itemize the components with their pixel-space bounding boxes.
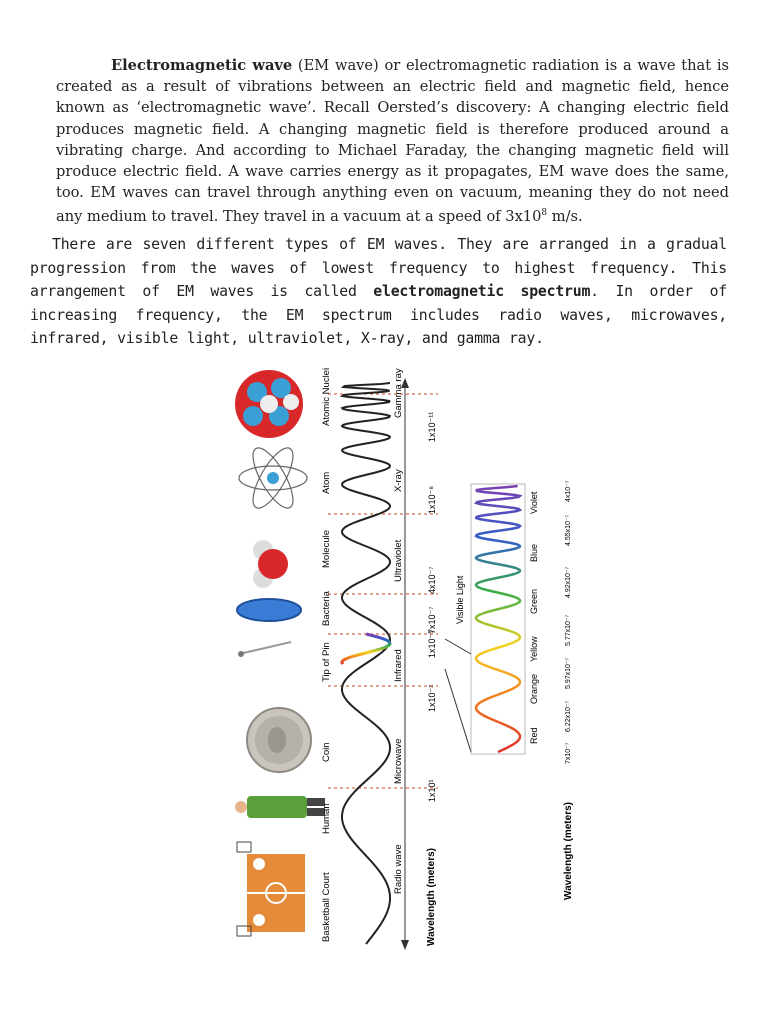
spectrum-text-after: . In order of increasing frequency, the EM spectrum includes radio waves, microwaves, infrared, visible light, ultraviolet, X-ray, and gamma ray.	[30, 283, 727, 348]
wave-type-labels	[393, 368, 404, 894]
visible-tick: 4.92x10⁻⁷	[565, 566, 572, 598]
wavelength-tick-labels	[427, 412, 437, 802]
spectrum-text-before: There are seven different types of EM waves. They are arranged in a gradual progression from the waves of lowest frequency to highest frequency. This arrangement of EM waves is called	[30, 236, 727, 301]
visible-spectrum-wave	[476, 486, 520, 752]
scale-object-label: Atomic Nuclei	[321, 367, 332, 426]
visible-tick: 4x10⁻⁷	[565, 480, 572, 502]
wave-type-label: Radio wave	[393, 844, 404, 894]
visible-color-label: Green	[529, 588, 539, 614]
coin-icon	[247, 708, 311, 772]
speed-unit: m/s.	[547, 208, 583, 226]
scale-object-labels	[321, 368, 332, 942]
scale-object-label: Basketball Court	[321, 872, 332, 942]
wavelength-axis-label: Wavelength (meters)	[426, 848, 437, 946]
wavelength-tick: 1x10¹	[427, 779, 437, 802]
speed-exponent: 8	[541, 208, 548, 219]
scale-object-label: Atom	[321, 471, 332, 494]
em-spectrum-figure	[233, 364, 595, 956]
wave-type-label: Microwave	[393, 738, 404, 784]
intro-text: (EM wave) or electromagnetic radiation is a wave that is created as a result of vibrations between an electric field and magnetic field, hence known as ‘electromagnetic wave’. Recall Oersted’s discovery: A changing electric field produces magnetic field. A changing magnetic field is therefore produced around a vibrating charge. And according to Michael Faraday, the changing magnetic field will produce electric field. A wave carries energy as it propagates, EM wave does the same, too. EM waves can travel through anything even on vacuum, meaning they do not need any medium to travel. They travel in a vacuum at a speed of 3x10	[56, 57, 729, 226]
visible-axis-label: Wavelength (meters)	[563, 802, 574, 900]
scale-object-label: Human	[321, 803, 332, 834]
wave-type-label: X-ray	[393, 469, 404, 492]
wave-type-label: Gamma ray	[393, 368, 404, 418]
scale-object-label: Bacteria	[321, 591, 332, 626]
visible-color-labels	[529, 491, 539, 744]
visible-color-label: Orange	[529, 673, 539, 704]
visible-tick: 7x10⁻⁷	[565, 742, 572, 764]
spectrum-paragraph	[30, 233, 727, 351]
visible-tick: 6.22x10⁻⁷	[565, 700, 572, 732]
wavelength-tick: 1x10⁻⁸	[427, 485, 437, 514]
atomic-nuclei-icon	[235, 370, 303, 438]
visible-color-label: Red	[529, 727, 539, 744]
visible-color-label: Violet	[529, 491, 539, 514]
wavelength-tick: 1x10⁻¹¹	[427, 411, 437, 442]
visible-color-label: Yellow	[529, 636, 539, 662]
pin-icon	[239, 642, 291, 654]
intro-paragraph	[56, 55, 729, 227]
visible-tick-labels	[565, 480, 572, 764]
atom-icon	[239, 443, 307, 514]
wavelength-tick: 1x10⁻⁵	[427, 630, 437, 658]
visible-tick: 5.77x10⁻⁷	[565, 614, 572, 646]
molecule-icon	[253, 540, 288, 588]
scale-object-label: Tip of Pin	[321, 642, 332, 682]
wave-type-label: Infrared	[393, 649, 404, 682]
wavelength-tick: 4x10⁻⁷	[427, 566, 437, 594]
scale-illustrations	[235, 370, 325, 936]
visible-tick: 5.97x10⁻⁷	[565, 657, 572, 689]
visible-color-label: Blue	[529, 543, 539, 562]
bacteria-icon	[237, 599, 301, 621]
visible-tick: 4.55x10⁻⁷	[565, 514, 572, 546]
em-wave-curve	[342, 383, 390, 944]
visible-light-label: Visible Light	[455, 575, 465, 624]
wavelength-tick: 7x10⁻⁷	[427, 606, 437, 634]
scale-object-label: Molecule	[321, 529, 332, 568]
visible-segment	[342, 634, 390, 664]
basketball-court-icon	[237, 842, 305, 936]
wave-type-label: Ultraviolet	[393, 539, 404, 582]
scale-object-label: Coin	[321, 742, 332, 762]
human-icon	[235, 796, 325, 818]
wavelength-tick: 1x10⁻²	[427, 684, 437, 712]
intro-term: Electromagnetic wave	[111, 57, 293, 74]
spectrum-term: electromagnetic spectrum	[373, 283, 591, 301]
